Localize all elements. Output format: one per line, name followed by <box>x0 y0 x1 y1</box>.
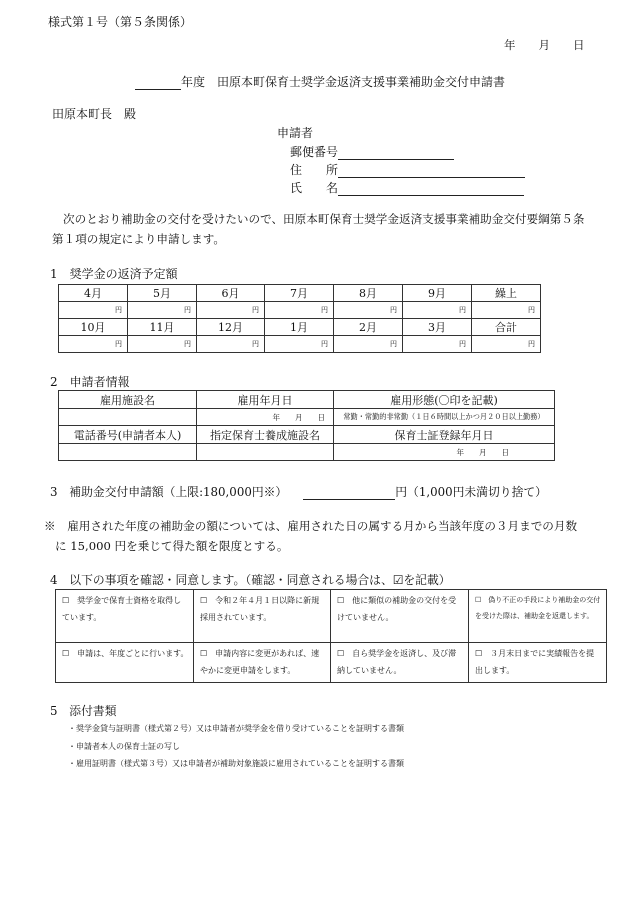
postal-row <box>290 143 454 160</box>
amount-cell[interactable]: 円 <box>265 302 334 319</box>
consent-item[interactable]: ☐ ３月末日までに実績報告を提出します。 <box>469 643 607 683</box>
section-4-heading: 4 以下の事項を確認・同意します。（確認・同意される場合は、☑を記載） <box>50 573 451 587</box>
school-header: 指定保育士養成施設名 <box>197 426 334 444</box>
form-number: 様式第１号（第５条関係） <box>48 15 193 29</box>
amount-unit-note: 円（1,000円未満切り捨て） <box>395 485 547 499</box>
month-header: 8月 <box>334 285 403 302</box>
hire-date-header: 雇用年月日 <box>197 391 334 409</box>
section-3-heading: 3 補助金交付申請額（上限:180,000円※） <box>50 485 288 499</box>
amount-cell[interactable]: 円 <box>472 336 541 353</box>
requested-amount-input[interactable] <box>303 487 395 500</box>
amount-cell[interactable]: 円 <box>59 336 128 353</box>
date-line: 年 月 日 <box>504 38 585 52</box>
month-header: 4月 <box>59 285 128 302</box>
page-title <box>135 73 505 90</box>
month-header: 繰上 <box>472 285 541 302</box>
address-row <box>290 161 525 178</box>
attachment-item: ・申請者本人の保育士証の写し <box>68 742 180 751</box>
facility-header: 雇用施設名 <box>59 391 197 409</box>
repayment-table <box>58 284 541 353</box>
postal-input[interactable] <box>338 147 454 160</box>
hire-date-input[interactable]: 年 月 日 <box>197 409 334 426</box>
amount-cell[interactable]: 円 <box>403 336 472 353</box>
month-header: 6月 <box>197 285 265 302</box>
amount-cell[interactable]: 円 <box>265 336 334 353</box>
consent-item[interactable]: ☐ 令和２年４月１日以降に新規採用されています。 <box>194 590 331 643</box>
amount-cell[interactable]: 円 <box>334 302 403 319</box>
postal-label: 郵便番号 <box>290 145 339 159</box>
address-label: 住 所 <box>290 163 339 177</box>
employment-form-options[interactable]: 常勤・常勤的非常勤（１日６時間以上かつ月２０日以上勤務） <box>334 409 555 426</box>
consent-item[interactable]: ☐ 奨学金で保育士資格を取得しています。 <box>56 590 194 643</box>
amount-cell[interactable]: 円 <box>197 302 265 319</box>
section-1-heading: 1 奨学金の返済予定額 <box>50 267 178 281</box>
fiscal-year-field[interactable] <box>135 77 181 90</box>
month-header: 10月 <box>59 319 128 336</box>
title-text: 年度 田原本町保育士奨学金返済支援事業補助金交付申請書 <box>181 75 506 89</box>
amount-cell[interactable]: 円 <box>197 336 265 353</box>
month-header: 12月 <box>197 319 265 336</box>
consent-item[interactable]: ☐ 他に類似の補助金の交付を受けていません。 <box>331 590 469 643</box>
consent-item[interactable]: ☐ 自ら奨学金を返済し、及び滞納していません。 <box>331 643 469 683</box>
registration-date-input[interactable]: 年 月 日 <box>334 444 555 461</box>
name-row <box>290 179 524 196</box>
employment-form-header: 雇用形態(〇印を記載) <box>334 391 555 409</box>
consent-table <box>55 589 607 683</box>
month-header: 5月 <box>128 285 197 302</box>
consent-item[interactable]: ☐ 申請は、年度ごとに行います。 <box>56 643 194 683</box>
month-header: 11月 <box>128 319 197 336</box>
phone-header: 電話番号(申請者本人) <box>59 426 197 444</box>
addressee: 田原本町長 殿 <box>52 107 137 121</box>
section-3-row <box>50 483 547 500</box>
registration-date-header: 保育士証登録年月日 <box>334 426 555 444</box>
applicant-info-table <box>58 390 555 461</box>
month-header: 7月 <box>265 285 334 302</box>
attachment-item: ・雇用証明書（様式第３号）又は申請者が補助対象施設に雇用されていることを証明する書類 <box>68 759 404 768</box>
amount-cell[interactable]: 円 <box>334 336 403 353</box>
name-label: 氏 名 <box>290 181 339 195</box>
consent-item[interactable]: ☐ 申請内容に変更があれば、速やかに変更申請をします。 <box>194 643 331 683</box>
amount-cell[interactable]: 円 <box>128 302 197 319</box>
name-input[interactable] <box>338 183 524 196</box>
amount-cell[interactable]: 円 <box>403 302 472 319</box>
amount-cell[interactable]: 円 <box>59 302 128 319</box>
address-input[interactable] <box>338 165 525 178</box>
phone-input[interactable] <box>59 444 197 461</box>
amount-cell[interactable]: 円 <box>472 302 541 319</box>
month-header: 1月 <box>265 319 334 336</box>
school-input[interactable] <box>197 444 334 461</box>
month-header: 合計 <box>472 319 541 336</box>
note-line-1: ※ 雇用された年度の補助金の額については、雇用された日の属する月から当該年度の３月までの月数 <box>44 519 578 533</box>
intro-line-1: 次のとおり補助金の交付を受けたいので、田原本町保育士奨学金返済支援事業補助金交付要綱第５条 <box>63 212 585 226</box>
note-line-2: に 15,000 円を乗じて得た額を限度とする。 <box>55 539 289 553</box>
month-header: 9月 <box>403 285 472 302</box>
attachment-item: ・奨学金貸与証明書（様式第２号）又は申請者が奨学金を借り受けていることを証明する書類 <box>68 724 404 733</box>
section-5-heading: 5 添付書類 <box>50 704 117 718</box>
consent-item[interactable]: ☐ 偽り不正の手段により補助金の交付を受けた際は、補助金を返還します。 <box>469 590 607 643</box>
amount-cell[interactable]: 円 <box>128 336 197 353</box>
month-header: 3月 <box>403 319 472 336</box>
month-header: 2月 <box>334 319 403 336</box>
facility-input[interactable] <box>59 409 197 426</box>
applicant-label: 申請者 <box>277 126 314 140</box>
section-2-heading: 2 申請者情報 <box>50 375 130 389</box>
intro-line-2: 第１項の規定により申請します。 <box>52 232 225 246</box>
